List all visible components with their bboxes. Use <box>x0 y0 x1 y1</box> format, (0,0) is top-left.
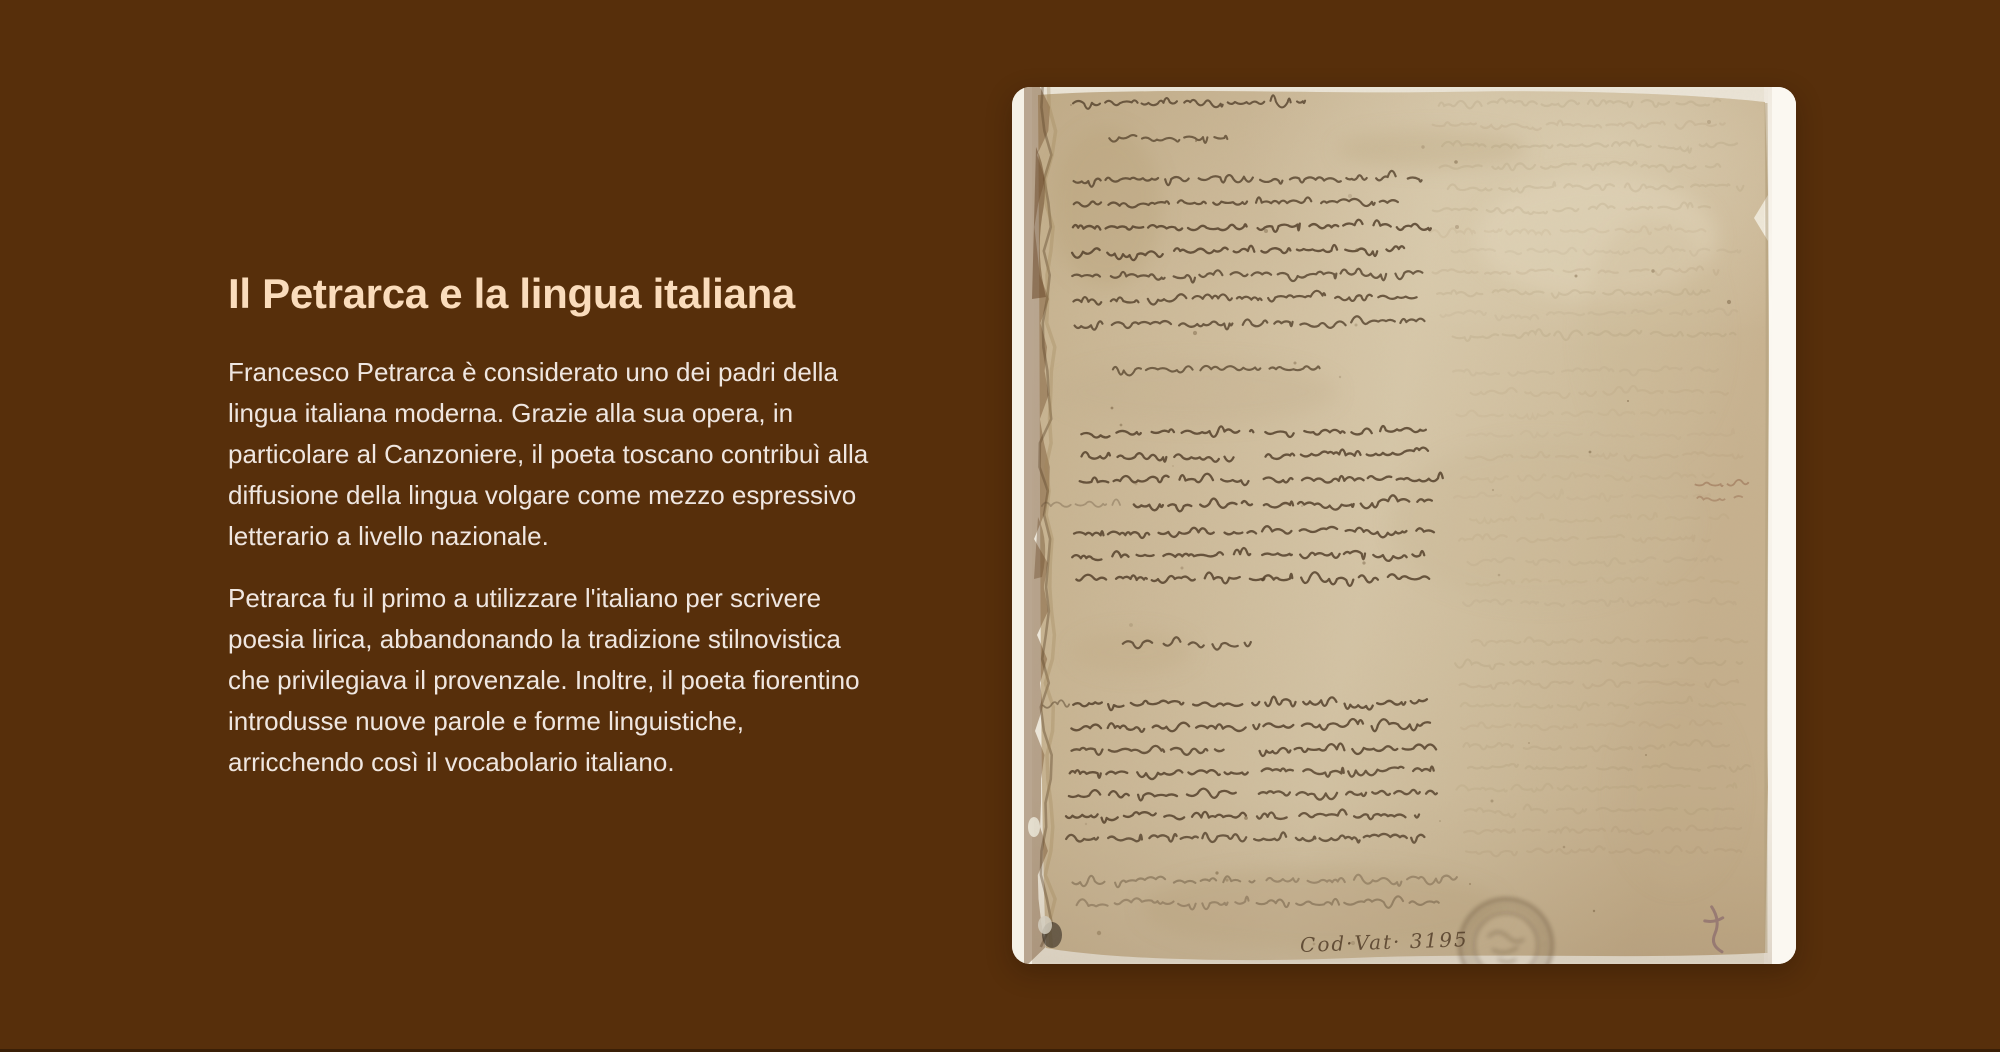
content-column <box>228 270 1018 804</box>
paragraph-line: che privilegiava il provenzale. Inoltre, il poeta fiorentino <box>228 665 860 695</box>
paragraph-line: particolare al Canzoniere, il poeta toscano contribuì alla <box>228 439 869 469</box>
paragraph-line: lingua italiana moderna. Grazie alla sua opera, in <box>228 398 794 428</box>
paragraph-2 <box>228 578 1018 783</box>
paragraph-line: poesia lirica, abbandonando la tradizione stilnovistica <box>228 624 841 654</box>
manuscript-image <box>1012 87 1796 964</box>
paragraph-line: arricchendo così il vocabolario italiano. <box>228 747 675 777</box>
paragraph-line: Francesco Petrarca è considerato uno dei padri della <box>228 357 838 387</box>
paragraph-line: Petrarca fu il primo a utilizzare l'italiano per scrivere <box>228 583 822 613</box>
paragraph-line: letterario a livello nazionale. <box>228 521 549 551</box>
slide-title: Il Petrarca e la lingua italiana <box>228 270 795 317</box>
paragraph-line: diffusione della lingua volgare come mezzo espressivo <box>228 480 857 510</box>
paragraph-1 <box>228 352 1018 557</box>
manuscript-shelfmark: Cod·Vat· 3195 <box>1299 927 1470 957</box>
paragraph-line: introdusse nuove parole e forme linguistiche, <box>228 706 744 736</box>
manuscript-drawing <box>1012 87 1796 964</box>
